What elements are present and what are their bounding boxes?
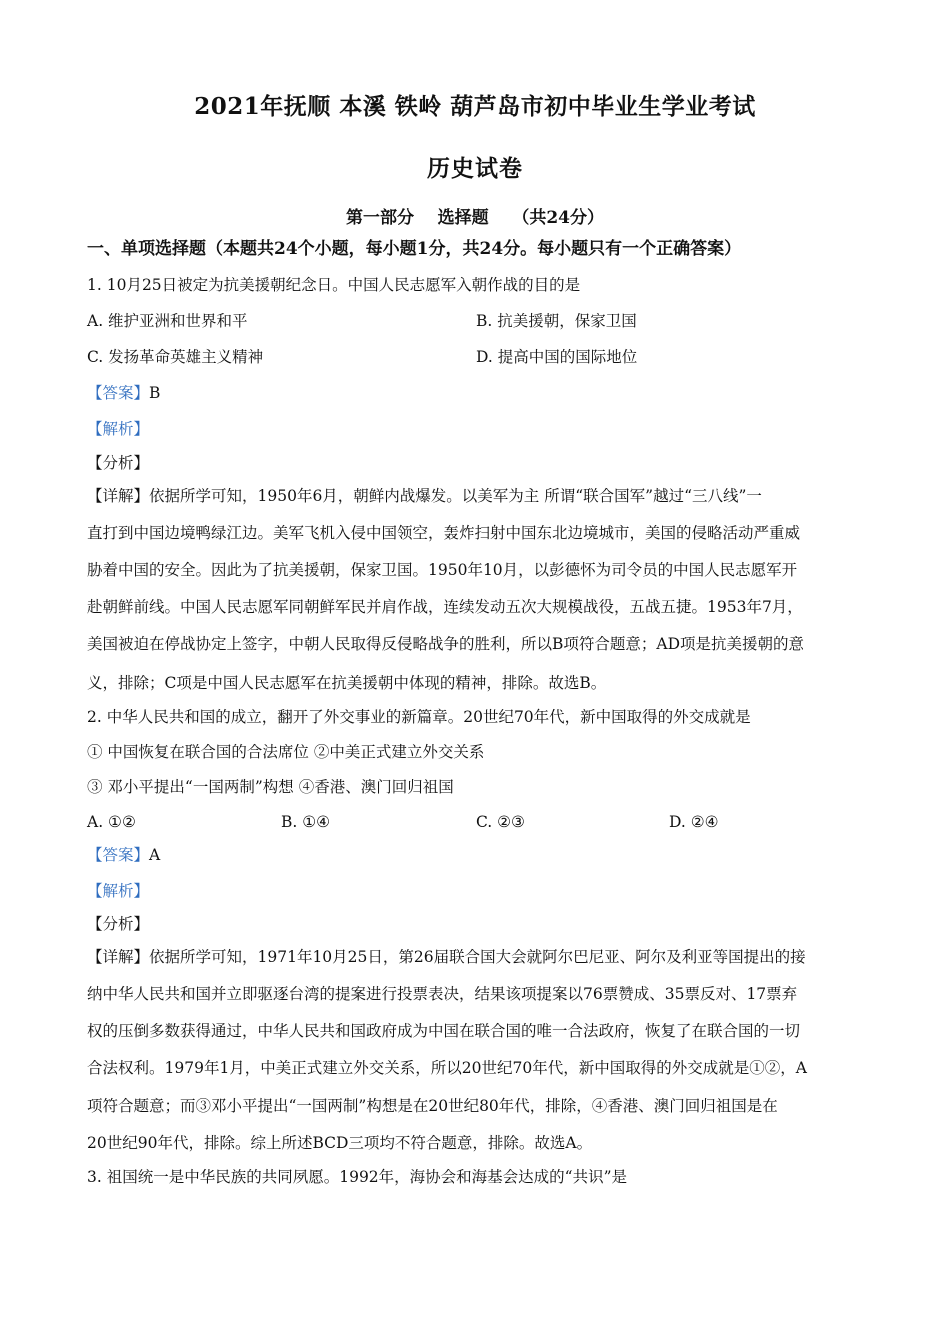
q2-items-line: ③ 邓小平提出“一国两制”构想 ④香港、澳门回归祖国 [87, 778, 454, 796]
exam-title: 2021年抚顺 本溪 铁岭 葫芦岛市初中毕业生学业考试 [194, 93, 756, 120]
q2-option-b: B. ①④ [281, 813, 331, 831]
q2-answer [87, 844, 877, 866]
q1-option-b: B. 抗美援朝，保家卫国 [476, 312, 637, 330]
q2-option-d: D. ②④ [669, 813, 719, 831]
q2-detail-line: 纳中华人民共和国并立即驱逐台湾的提案进行投票表决，结果该项提案以76票赞成、35票反对、17票弃 [87, 985, 798, 1003]
q2-detail-line: 【详解】依据所学可知，1971年10月25日，第26届联合国大会就阿尔巴尼亚、阿尔及利亚等国提出的接 [87, 948, 806, 966]
q1-stem: 1. 10月25日被定为抗美援朝纪念日。中国人民志愿军入朝作战的目的是 [87, 276, 581, 294]
q2-stem: 2. 中华人民共和国的成立，翻开了外交事业的新篇章。20世纪70年代，新中国取得的外交成就是 [87, 708, 751, 726]
q1-jiexi-label: 【解析】 [87, 420, 150, 438]
q2-detail-line: 20世纪90年代，排除。综上所述BCD三项均不符合题意，排除。故选A。 [87, 1134, 593, 1152]
answer-label: 【答案】 [87, 846, 150, 864]
q2-detail-line: 权的压倒多数获得通过，中华人民共和国政府成为中国在联合国的唯一合法政府，恢复了在联合国的一切 [87, 1022, 801, 1040]
q1-detail-line: 美国被迫在停战协定上签字，中朝人民取得反侵略战争的胜利，所以B项符合题意；AD项是抗美援朝的意 [87, 635, 805, 653]
q1-option-d: D. 提高中国的国际地位 [476, 348, 638, 366]
q1-detail-line: 【详解】依据所学可知，1950年6月，朝鲜内战爆发。以美军为主 所谓“联合国军”越过“三八线”一 [87, 487, 762, 505]
q1-fenxi-label: 【分析】 [87, 454, 150, 472]
q2-option-c: C. ②③ [476, 813, 525, 831]
exam-subtitle: 历史试卷 [427, 155, 523, 182]
q1-option-a: A. 维护亚洲和世界和平 [87, 312, 248, 330]
q2-option-a: A. ①② [87, 813, 136, 831]
q1-answer [87, 382, 877, 404]
q2-fenxi-label: 【分析】 [87, 915, 150, 933]
answer-value: B [149, 384, 161, 402]
part-heading: 第一部分 选择题 （共24分） [345, 208, 604, 228]
section-heading: 一、单项选择题（本题共24个小题，每小题1分，共24分。每小题只有一个正确答案） [87, 239, 742, 259]
q2-detail-line: 合法权利。1979年1月，中美正式建立外交关系，所以20世纪70年代，新中国取得的外交成就是①②，A [87, 1059, 807, 1077]
q2-items-line: ① 中国恢复在联合国的合法席位 ②中美正式建立外交关系 [87, 743, 485, 761]
q1-detail-line: 直打到中国边境鸭绿江边。美军飞机入侵中国领空，轰炸扫射中国东北边境城市，美国的侵略活动严重威 [87, 524, 801, 542]
answer-label: 【答案】 [87, 384, 150, 402]
q3-stem: 3. 祖国统一是中华民族的共同夙愿。1992年，海协会和海基会达成的“共识”是 [87, 1168, 628, 1186]
answer-value: A [149, 846, 161, 864]
q1-option-c: C. 发扬革命英雄主义精神 [87, 348, 264, 366]
q1-detail-line: 胁着中国的安全。因此为了抗美援朝，保家卫国。1950年10月，以彭德怀为司令员的中国人民志愿军开 [87, 561, 798, 579]
q1-detail-line: 赴朝鲜前线。中国人民志愿军同朝鲜军民并肩作战，连续发动五次大规模战役，五战五捷。1953年7月， [87, 598, 803, 616]
q2-jiexi-label: 【解析】 [87, 882, 150, 900]
q1-detail-line: 义，排除；C项是中国人民志愿军在抗美援朝中体现的精神，排除。故选B。 [87, 674, 607, 692]
q2-detail-line: 项符合题意；而③邓小平提出“一国两制”构想是在20世纪80年代，排除，④香港、澳门回归祖国是在 [87, 1097, 778, 1115]
